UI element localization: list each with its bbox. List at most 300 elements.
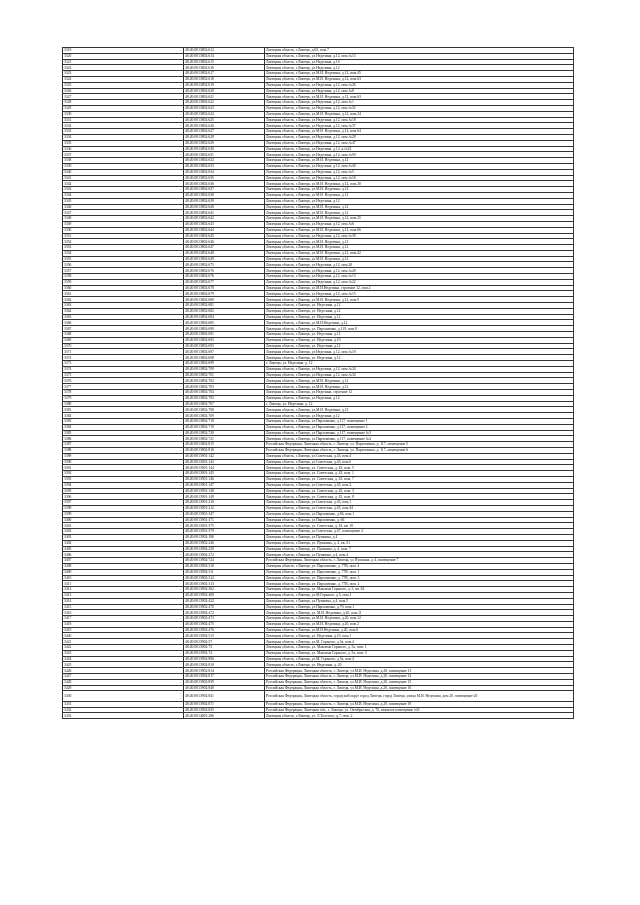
row-number: 3341 xyxy=(63,175,184,181)
address: Липецкая область, г.Липецк, ул.Пархоменко, д.117, помещение №3 xyxy=(265,430,574,436)
row-number: 3386 xyxy=(63,436,184,442)
row-number: 3387 xyxy=(63,442,184,448)
cadastral-number: 48:20:0013902:250 xyxy=(184,546,265,552)
address: Липецкая область, г.Липецк, ул. Пархоменко, д. 77В, пом. 1 xyxy=(265,569,574,575)
address: Липецкая область, г.Липецк, ул. Советская, д. 43, пом. 3 xyxy=(265,488,574,494)
address: Российская Федерация, Липецкая область, г. Липецк, ул. Пархоменко, д. 117, помещение 5 xyxy=(265,442,574,448)
cadastral-number: 48:20:0013802:682 xyxy=(184,308,265,314)
row-number: 3345 xyxy=(63,198,184,204)
cadastral-number: 48:20:0013802:639 xyxy=(184,198,265,204)
address: Российская Федерация, Липецкая область, городской округ город Липецк, город Липецк, улица М.И. Неделина, дом 20, помещение 20 xyxy=(265,691,574,701)
row-number: 3358 xyxy=(63,274,184,280)
cadastral-number: 48:20:0013802:701 xyxy=(184,372,265,378)
cadastral-number: 48:20:0013802:614 xyxy=(184,53,265,59)
address: Липецкая область, г.Липецк, ул.Неделина, д.12, пом.№34 xyxy=(265,372,574,378)
cadastral-number: 48:20:0013902:473 xyxy=(184,616,265,622)
row-number: 3394 xyxy=(63,482,184,488)
address: Липецкая область, г.Липецк, ул. Пархоменко, д. 77В, пом. 2 xyxy=(265,581,574,587)
cadastral-number: 48:20:0013902:810 xyxy=(184,662,265,668)
address: Липецкая область, г.Липецк, ул.Неделина, д.12, пом.№39 xyxy=(265,233,574,239)
cadastral-number: 48:20:0013902:422 xyxy=(184,598,265,604)
address: Липецкая область, г.Липецк, ул.М.И. Неделина, д.20, пом.2 xyxy=(265,621,574,627)
address: Липецкая область, г.Липецк, ул.Пушкина, д.4 xyxy=(265,534,574,540)
cadastral-number: 48:20:0013802:633 xyxy=(184,163,265,169)
address: Липецкая область, г.Липецк, ул.Советская, д.43, пом.1 xyxy=(265,500,574,506)
row-number: 3406 xyxy=(63,552,184,558)
address: Липецкая область, г.Липецк, ул.М.Горького, д.5, пом.1 xyxy=(265,592,574,598)
row-number: 3324 xyxy=(63,76,184,82)
address: Липецкая область, г.Липецк, ул. Пархоменко, д. 77В, пом. 3 xyxy=(265,575,574,581)
cadastral-number: 48:20:0013802:645 xyxy=(184,233,265,239)
cadastral-number: 48:20:0013802:647 xyxy=(184,245,265,251)
row-number: 3412 xyxy=(63,587,184,593)
cadastral-number: 48:20:0013802:617 xyxy=(184,71,265,77)
cadastral-number: 48:20:0013802:700 xyxy=(184,366,265,372)
row-number: 3326 xyxy=(63,88,184,94)
row-number: 3334 xyxy=(63,134,184,140)
cadastral-number: 48:20:0013901:148 xyxy=(184,488,265,494)
cadastral-number: 48:20:0013802:684 xyxy=(184,314,265,320)
cadastral-number: 48:20:0013802:698 xyxy=(184,355,265,361)
address: Липецкая область, г.Липецк, ул.Неделина, д.12, пом.№13 xyxy=(265,274,574,280)
address: Липецкая область, г.Липецк, ул.М.И. Неделина, д.12, пом.63 xyxy=(265,94,574,100)
cadastral-number: 48:20:0013802:703 xyxy=(184,384,265,390)
row-number: 3395 xyxy=(63,488,184,494)
cadastral-number: 48:20:0013902:472 xyxy=(184,610,265,616)
row-number: 3367 xyxy=(63,326,184,332)
address: Липецкая область, г.Липецк, ул.М.И.Неделина, д.20, пом.6 xyxy=(265,627,574,633)
row-number: 3430 xyxy=(63,691,184,701)
cadastral-number: 48:20:0013802:635 xyxy=(184,175,265,181)
cadastral-number: 48:20:0013902:74 xyxy=(184,650,265,656)
address: Липецкая область, г.Липецк, ул.Неделина, д.12, пом.№29 xyxy=(265,134,574,140)
cadastral-number: 48:20:0013902:841 xyxy=(184,691,265,701)
address: Липецкая область, г.Липецк, ул.М. Горького, д.5а, пом.4 xyxy=(265,656,574,662)
cadastral-number: 48:20:0013902:246 xyxy=(184,540,265,546)
cadastral-number: 48:20:0013902:476 xyxy=(184,627,265,633)
address: Липецкая область, г.Липецк, ул. Советская, д. 43, пом. 5 xyxy=(265,465,574,471)
address: Липецкая область, г.Липецк, ул.Неделина, д.12, пом.№13 xyxy=(265,53,574,59)
address: Липецкая область, г.Липецк, ул. М.И. Неделина, д.20, пом.11 xyxy=(265,610,574,616)
row-number: 3363 xyxy=(63,303,184,309)
cadastral-number: 48:20:0013802:690 xyxy=(184,326,265,332)
cadastral-number: 48:20:0013901:147 xyxy=(184,482,265,488)
address: Липецкая область, г.Липецк, ул. Максима Горького, д. 5а, пом. 3 xyxy=(265,650,574,656)
row-number: 3342 xyxy=(63,181,184,187)
address: Липецкая область, г.Липецк, ул.Советская, д.45, пом.44 xyxy=(265,505,574,511)
address: Липецкая область, г.Липецк, ул.Неделина, д.12 xyxy=(265,65,574,71)
cadastral-number: 48:20:0013802:677 xyxy=(184,279,265,285)
address: Липецкая область, г.Липецк, ул.М.И. Неделина, д.12, пом.64 xyxy=(265,129,574,135)
cadastral-number: 48:20:0013901:149 xyxy=(184,494,265,500)
cadastral-number: 48:20:0013902:408 xyxy=(184,592,265,598)
cadastral-number: 48:20:0013802:693 xyxy=(184,343,265,349)
cadastral-number: 48:20:0013802:627 xyxy=(184,129,265,135)
row-number: 3344 xyxy=(63,192,184,198)
property-table-body xyxy=(63,48,574,719)
cadastral-number: 48:20:0013901:371 xyxy=(184,517,265,523)
cadastral-number: 48:20:0013901:375 xyxy=(184,523,265,529)
address: Липецкая область, г.Липецк, ул.М.И. Неделина, д.12 xyxy=(265,384,574,390)
cadastral-number: 48:20:0013802:619 xyxy=(184,82,265,88)
row-number: 3391 xyxy=(63,465,184,471)
address: Липецкая область, г.Липецк, ул.М.И. Неделина, д.20, пом.12 xyxy=(265,616,574,622)
property-table xyxy=(62,47,574,719)
address: Липецкая область, г.Липецк, ул. Неделина, д.12 xyxy=(265,343,574,349)
row-number: 3328 xyxy=(63,100,184,106)
cadastral-number: 48:20:0013802:676 xyxy=(184,268,265,274)
row-number: 3339 xyxy=(63,163,184,169)
address: Липецкая область, г.Липецк, ул.М.И. Неделина, д.12, пом.9 xyxy=(265,297,574,303)
address: Липецкая область, г.Липецк, ул.М.И. Неделина, д.12, пом.66 xyxy=(265,227,574,233)
row-number: 3336 xyxy=(63,146,184,152)
cadastral-number: 48:20:0013802:718 xyxy=(184,419,265,425)
cadastral-number: 48:20:0013902:814 xyxy=(184,668,265,674)
address: Липецкая область, г.Липецк, ул.Пушкина, д.4, пом.4 xyxy=(265,552,574,558)
cadastral-number: 48:20:0013902:312 xyxy=(184,575,265,581)
address: Липецкая область, г.Липецк, ул. Неделина, д.10, пом.1 xyxy=(265,633,574,639)
cadastral-number: 48:20:0013802:622 xyxy=(184,100,265,106)
address: Липецкая область, г.Липецк, ул.Пархоменко, д.79, пом.1 xyxy=(265,604,574,610)
address: Липецкая область, г.Липецк, ул.Неделина, д.12, пом.№19 xyxy=(265,349,574,355)
address: Липецкая область, г.Липецк, ул.Неделина, д.12, пом.20 xyxy=(265,262,574,268)
address: Российская Федерация, Липецкая область, г. Липецк, ул.М.И. Неделина, д.20, помещение 19 xyxy=(265,701,574,707)
cadastral-number: 48:20:0013902:186 xyxy=(184,534,265,540)
cadastral-number: 48:20:0013802:626 xyxy=(184,123,265,129)
row-number: 3357 xyxy=(63,268,184,274)
row-number: 3333 xyxy=(63,129,184,135)
row-number: 3425 xyxy=(63,662,184,668)
cadastral-number: 48:20:0013802:621 xyxy=(184,94,265,100)
address: Липецкая область, г.Липецк, ул.М.И.Неделина, д.12 xyxy=(265,320,574,326)
row-number: 3388 xyxy=(63,447,184,453)
cadastral-number: 48:20:0013802:707 xyxy=(184,401,265,407)
row-number: 3327 xyxy=(63,94,184,100)
address: Липецкая область, г.Липецк, ул.Неделина, д.12 xyxy=(265,413,574,419)
row-number: 3383 xyxy=(63,419,184,425)
row-number: 3421 xyxy=(63,639,184,645)
row-number: 3398 xyxy=(63,505,184,511)
cadastral-number: 48:20:0013802:630 xyxy=(184,146,265,152)
address: Липецкая область, г.Липецк, ул.Пархоменко, д. 66 xyxy=(265,517,574,523)
address: Липецкая область, г.Липецк, ул. Советская, д. 43, кв. 10 xyxy=(265,523,574,529)
cadastral-number: 48:20:0013901:142 xyxy=(184,453,265,459)
address: Липецкая область, г.Липецк, ул. Л.Толстого, д.7, пом. 2 xyxy=(265,713,574,719)
address: Липецкая область, г.Липецк, ул.Неделина, д.12, пом.№15 xyxy=(265,291,574,297)
row-number: 3411 xyxy=(63,581,184,587)
row-number: 3382 xyxy=(63,413,184,419)
cadastral-number: 48:20:0013802:720 xyxy=(184,430,265,436)
row-number: 3346 xyxy=(63,204,184,210)
cadastral-number: 48:20:0013802:625 xyxy=(184,117,265,123)
address: Липецкая область, г.Липецк, ул.М.И. Неделина, д.12 xyxy=(265,187,574,193)
cadastral-number: 48:20:0013802:709 xyxy=(184,413,265,419)
row-number: 3360 xyxy=(63,285,184,291)
cadastral-number: 48:20:0013901:144 xyxy=(184,465,265,471)
address: Липецкая область, г.Липецк, ул.М.И. Неделина, д.12 xyxy=(265,192,574,198)
row-number: 3416 xyxy=(63,610,184,616)
address: Липецкая область, г.Липецк, ул. Неделина, д.12 xyxy=(265,332,574,338)
address: Липецкая область, г.Липецк, ул. Советская, д. 43, пом. 1 xyxy=(265,471,574,477)
cadastral-number: 48:20:0013802:623 xyxy=(184,105,265,111)
row-number: 3401 xyxy=(63,523,184,529)
cadastral-number: 48:20:0013902:871 xyxy=(184,701,265,707)
cadastral-number: 48:20:0013802:644 xyxy=(184,227,265,233)
row-number: 3355 xyxy=(63,256,184,262)
cadastral-number: 48:20:0013802:705 xyxy=(184,395,265,401)
row-number: 3427 xyxy=(63,674,184,680)
address: Липецкая область, г.Липецк, ул.М.И. Неделина, д.12 xyxy=(265,210,574,216)
address: Липецкая область, г.Липецк, ул.М.И. Неделина, д.12, пом.42 xyxy=(265,250,574,256)
address: Липецкая область, г.Липецк, ул. Неделина, д.12 xyxy=(265,303,574,309)
cadastral-number: 48:20:0013802:681 xyxy=(184,303,265,309)
row-number: 3431 xyxy=(63,701,184,707)
cadastral-number: 48:20:0013802:691 xyxy=(184,332,265,338)
row-number: 3380 xyxy=(63,401,184,407)
row-number: 3340 xyxy=(63,169,184,175)
cadastral-number: 48:20:0013802:642 xyxy=(184,216,265,222)
row-number: 3426 xyxy=(63,668,184,674)
address: Липецкая область, г.Липецк, ул.Неделина, д.12, пом.№26 xyxy=(265,82,574,88)
address: Липецкая область, г.Липецк, ул.М.И. Неделина, д.12 xyxy=(265,256,574,262)
address: Липецкая область, г.Липецк, ул.Пархоменко, д.66, пом.1 xyxy=(265,511,574,517)
row-number: 3351 xyxy=(63,233,184,239)
cadastral-number: 48:20:0013802:640 xyxy=(184,204,265,210)
row-number: 3407 xyxy=(63,558,184,564)
cadastral-number: 48:20:0013802:675 xyxy=(184,262,265,268)
address: Российская Федерация, Липецкая область, г. Липецк, ул.М.И. Неделина, д.20, помещение 14 xyxy=(265,674,574,680)
cadastral-number: 48:20:0013802:637 xyxy=(184,187,265,193)
address: Липецкая область, г.Липецк, ул.Неделина, д.12, к.№22 xyxy=(265,146,574,152)
row-number: 3399 xyxy=(63,511,184,517)
row-number: 3408 xyxy=(63,563,184,569)
row-number: 3433 xyxy=(63,713,184,719)
cadastral-number: 48:20:0013902:311 xyxy=(184,569,265,575)
cadastral-number: 48:20:0013902:73 xyxy=(184,645,265,651)
row-number: 3369 xyxy=(63,337,184,343)
row-number: 3400 xyxy=(63,517,184,523)
address: Липецкая область, г.Липецк, ул.Неделина, д.12, пом.№16 xyxy=(265,175,574,181)
row-number: 3414 xyxy=(63,598,184,604)
row-number: 3320 xyxy=(63,53,184,59)
address: Липецкая область, г.Липецк, ул.Неделина, д.12, пом.№1 xyxy=(265,100,574,106)
address: Российская Федерация, Липецкая обл., г. Липецк, ул. Октябрьская, д. 76, нежилое помещение №9 xyxy=(265,707,574,713)
cadastral-number: 48:20:0013802:628 xyxy=(184,134,265,140)
address: Липецкая область, г.Липецк, ул.М.И. Неделина, д.12, пом.24 xyxy=(265,111,574,117)
row-number: 3335 xyxy=(63,140,184,146)
row-number: 3392 xyxy=(63,471,184,477)
document-sheet xyxy=(62,47,564,719)
row-number: 3403 xyxy=(63,534,184,540)
row-number: 3332 xyxy=(63,123,184,129)
address: г. Липецк, ул. Неделина, д. 12 xyxy=(265,361,574,367)
row-number: 3321 xyxy=(63,59,184,65)
row-number: 3413 xyxy=(63,592,184,598)
address: Липецкая область, г.Липецк, ул. Неделина, д. 20 xyxy=(265,662,574,668)
row-number: 3417 xyxy=(63,616,184,622)
row-number: 3352 xyxy=(63,239,184,245)
row-number: 3353 xyxy=(63,245,184,251)
row-number: 3423 xyxy=(63,650,184,656)
cadastral-number: 48:20:0013901:347 xyxy=(184,511,265,517)
address: Липецкая область, г.Липецк, ул.Неделина, д.12, пом.№50 xyxy=(265,152,574,158)
cadastral-number: 48:20:0013802:676 xyxy=(184,274,265,280)
row-number: 3364 xyxy=(63,308,184,314)
cadastral-number: 48:20:0013802:643 xyxy=(184,221,265,227)
address: г. Липецк, ул. Неделина, д. 12 xyxy=(265,401,574,407)
cadastral-number: 48:20:0013902:57 xyxy=(184,639,265,645)
address: Липецкая область, г.Липецк, ул.Пушкина, д.4, пом.5 xyxy=(265,598,574,604)
row-number: 3368 xyxy=(63,332,184,338)
row-number: 3410 xyxy=(63,575,184,581)
cadastral-number: 48:20:0013901:146 xyxy=(184,476,265,482)
address: Липецкая область, г.Липецк, ул.Неделина, д.12, пом.№8 xyxy=(265,88,574,94)
address: Липецкая область, г.Липецк, ул.М.И. Неделина, д.12, пом.20 xyxy=(265,181,574,187)
cadastral-number: 48:20:0013902:313 xyxy=(184,581,265,587)
address: Липецкая область, г.Липецк, ул. Пушкина, д. 4, кв. 61 xyxy=(265,540,574,546)
row-number: 3419 xyxy=(63,627,184,633)
address: Липецкая область, г.Липецк, ул.Неделина, д.12, пом.№47 xyxy=(265,140,574,146)
row-number: 3390 xyxy=(63,459,184,465)
address: Липецкая область, г.Липецк, ул.М.И. Неделина, д.12 xyxy=(265,378,574,384)
row-number: 3347 xyxy=(63,210,184,216)
row-number: 3428 xyxy=(63,679,184,685)
address: Российская Федерация, Липецкая область, г. Липецк, ул. Пархоменко, д. 117, помещение 6 xyxy=(265,447,574,453)
row-number: 3349 xyxy=(63,221,184,227)
address: Липецкая область, г.Липецк, ул. Пархоменко, д.119, пом.9 xyxy=(265,326,574,332)
cadastral-number: 48:20:0013802:816 xyxy=(184,447,265,453)
address: Липецкая область, г.Липецк, ул.Неделина, д.12, пом.№52 xyxy=(265,105,574,111)
cadastral-number: 48:20:0013802:680 xyxy=(184,297,265,303)
row-number: 3378 xyxy=(63,390,184,396)
row-number: 3330 xyxy=(63,111,184,117)
address: Липецкая область, г.Липецк, ул. Неделина, д.12 xyxy=(265,355,574,361)
row-number: 3385 xyxy=(63,430,184,436)
row-number: 3362 xyxy=(63,297,184,303)
row-number: 3397 xyxy=(63,500,184,506)
row-number: 3356 xyxy=(63,262,184,268)
row-number: 3381 xyxy=(63,407,184,413)
address: Липецкая область, г.Липецк, ул. Максима Горького, д. 5, кв. 62 xyxy=(265,587,574,593)
address: Липецкая область, г.Липецк, ул.Пархоменко, д.117, помещение 1 xyxy=(265,419,574,425)
cadastral-number: 48:20:0013802:620 xyxy=(184,88,265,94)
address: Липецкая область, г.Липецк, ул.Неделина, д.12, пом.№24 xyxy=(265,366,574,372)
cadastral-number: 48:20:0013802:631 xyxy=(184,152,265,158)
address: Липецкая область, г.Липецк, ул.М.И.Неделина, строение 12, пом.2 xyxy=(265,285,574,291)
row-number: 3424 xyxy=(63,656,184,662)
cadastral-number: 48:20:0013802:719 xyxy=(184,424,265,430)
row-number: 3337 xyxy=(63,152,184,158)
cadastral-number: 48:20:0013802:612 xyxy=(184,48,265,54)
address: Липецкая область, г.Липецк, ул.Неделина, д.12, пом.№6 xyxy=(265,221,574,227)
cadastral-number: 48:20:0013902:475 xyxy=(184,621,265,627)
row-number: 3343 xyxy=(63,187,184,193)
address: Липецкая область, г.Липецк, ул.Неделина, д.12 xyxy=(265,395,574,401)
address: Российская Федерация, Липецкая область, г. Липецк, ул.М.И. Неделина, д.20, помещение 15 xyxy=(265,679,574,685)
address: Липецкая область, г.Липецк, ул. Неделина, д.12 xyxy=(265,308,574,314)
address: Липецкая область, г.Липецк, ул.М.И. Неделина, д.12 xyxy=(265,407,574,413)
cadastral-number: 48:20:0013802:649 xyxy=(184,256,265,262)
cadastral-number: 48:20:0014001:286 xyxy=(184,713,265,719)
row-number: 3323 xyxy=(63,71,184,77)
cadastral-number: 48:20:0013802:646 xyxy=(184,239,265,245)
cadastral-number: 48:20:0013802:697 xyxy=(184,349,265,355)
row-number: 3384 xyxy=(63,424,184,430)
row-number: 3432 xyxy=(63,707,184,713)
address: Липецкая область, г.Липецк, ул.М.И. Неделина, д.12 xyxy=(265,245,574,251)
address: Липецкая область, г.Липецк, ул.М. Горького, д.5а, пом.4 xyxy=(265,639,574,645)
address: Липецкая область, г.Липецк, ул. Неделина, д.12 xyxy=(265,314,574,320)
address: Липецкая область, г.Липецк, ул.Неделина, д.12, пом.№20 xyxy=(265,268,574,274)
row-number: 3372 xyxy=(63,355,184,361)
row-number: 3350 xyxy=(63,227,184,233)
row-number: 3402 xyxy=(63,529,184,535)
address: Липецкая область, г.Липецк, ул.М.И. Неделина, д.12 xyxy=(265,158,574,164)
cadastral-number: 48:20:0013802:616 xyxy=(184,65,265,71)
row-number: 3338 xyxy=(63,158,184,164)
address: Липецкая область, г.Липецк, ул.Советская, д.43, пом.4 xyxy=(265,453,574,459)
row-number: 3359 xyxy=(63,279,184,285)
address: Липецкая область, г.Липецк, ул. Советская, д. 43, пом. 7 xyxy=(265,476,574,482)
row-number: 3396 xyxy=(63,494,184,500)
address: Липецкая область, г.Липецк, ул.Неделина, строение 12 xyxy=(265,390,574,396)
cadastral-number: 48:20:0013901:379 xyxy=(184,529,265,535)
address: Липецкая область, г.Липецк, ул.Неделина, д.12, пом.№40 xyxy=(265,163,574,169)
cadastral-number: 48:20:0013902:845 xyxy=(184,707,265,713)
cadastral-number: 48:20:0013901:212 xyxy=(184,505,265,511)
cadastral-number: 48:20:0013802:638 xyxy=(184,192,265,198)
row-number: 3377 xyxy=(63,384,184,390)
row-number: 3319 xyxy=(63,48,184,54)
table-row xyxy=(63,713,574,719)
row-number: 3420 xyxy=(63,633,184,639)
row-number: 3331 xyxy=(63,117,184,123)
address: Липецкая область, г.Липецк, ул.Пархоменко, д.117, помещение 2 xyxy=(265,424,574,430)
row-number: 3322 xyxy=(63,65,184,71)
row-number: 3365 xyxy=(63,314,184,320)
cadastral-number: 48:20:0013802:679 xyxy=(184,291,265,297)
row-number: 3389 xyxy=(63,453,184,459)
address: Российская Федерация, Липецкая область, г. Липецк, ул.М.И. Неделина, д.20, помещение 16 xyxy=(265,685,574,691)
cadastral-number: 48:20:0013802:721 xyxy=(184,436,265,442)
address: Липецкая область, г.Липецк, ул. Пушкина, д. 4, пом. 7 xyxy=(265,546,574,552)
address: Липецкая область, г.Липецк, ул.Неделина, д.12, пом.№18 xyxy=(265,117,574,123)
cadastral-number: 48:20:0013802:629 xyxy=(184,140,265,146)
row-number: 3415 xyxy=(63,604,184,610)
cadastral-number: 48:20:0013901:210 xyxy=(184,500,265,506)
address: Липецкая область, г.Липецк, ул. Неделина, д.10 xyxy=(265,337,574,343)
address: Липецкая область, г.Липецк, ул.Пархоменко, д.117, помещение №4 xyxy=(265,436,574,442)
address: Липецкая область, г.Липецк, ул.Советская, д.43, пом.6 xyxy=(265,459,574,465)
cadastral-number: 48:20:0013902:840 xyxy=(184,685,265,691)
cadastral-number: 48:20:0013902:817 xyxy=(184,674,265,680)
row-number: 3393 xyxy=(63,476,184,482)
row-number: 3348 xyxy=(63,216,184,222)
row-number: 3409 xyxy=(63,569,184,575)
cadastral-number: 48:20:0013802:634 xyxy=(184,169,265,175)
cadastral-number: 48:20:0013902:513 xyxy=(184,633,265,639)
cadastral-number: 48:20:0013902:362 xyxy=(184,587,265,593)
cadastral-number: 48:20:0013802:648 xyxy=(184,250,265,256)
cadastral-number: 48:20:0013802:636 xyxy=(184,181,265,187)
cadastral-number: 48:20:0013802:632 xyxy=(184,158,265,164)
row-number: 3375 xyxy=(63,372,184,378)
address: Липецкая область, г.Липецк, ул.Неделина, д.12 xyxy=(265,198,574,204)
cadastral-number: 48:20:0013802:624 xyxy=(184,111,265,117)
cadastral-number: 48:20:0013901:143 xyxy=(184,459,265,465)
address: Липецкая область, г.Липецк, ул.Неделина, д.10 xyxy=(265,59,574,65)
row-number: 3371 xyxy=(63,349,184,355)
